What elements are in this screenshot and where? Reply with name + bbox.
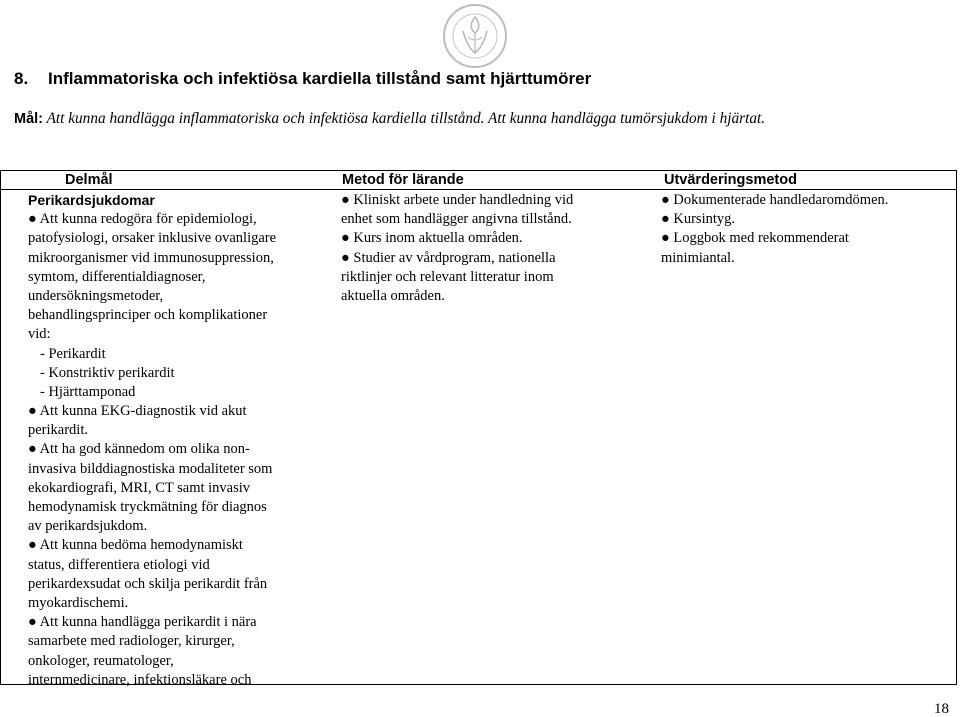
delmal-line: av perikardsjukdom.: [28, 518, 148, 535]
header-utvardering: Utvärderingsmetod: [664, 172, 797, 188]
section-number: 8.: [14, 69, 29, 88]
delmal-line: ekokardiografi, MRI, CT samt invasiv: [28, 479, 251, 496]
delmal-line: samarbete med radiologer, kirurger,: [28, 633, 235, 650]
utvardering-column: [661, 191, 888, 268]
utvardering-line: ● Dokumenterade handledaromdömen.: [661, 192, 889, 208]
delmal-line: undersökningsmetoder,: [28, 287, 164, 304]
utvardering-line: ● Loggbok med rekommenderat: [661, 230, 849, 247]
goal-statement: [14, 110, 765, 128]
delmal-line: status, differentiera etiologi vid: [28, 556, 210, 573]
learning-plan-table: [0, 170, 957, 688]
delmal-line: onkologer, reumatologer,: [28, 652, 174, 669]
delmal-line: hemodynamisk tryckmätning för diagnos: [28, 499, 267, 515]
delmal-line: perikardit.: [28, 422, 88, 439]
metod-line: ● Kliniskt arbete under handledning vid: [341, 192, 574, 208]
delmal-line: ● Att kunna handlägga perikardit i nära: [28, 614, 257, 631]
header-metod: Metod för lärande: [342, 172, 464, 188]
metod-line: ● Kurs inom aktuella områden.: [341, 230, 523, 247]
metod-line: aktuella områden.: [341, 287, 445, 304]
goal-label: Mål:: [14, 111, 43, 127]
delmal-line: myokardischemi.: [28, 594, 129, 611]
delmal-line: internmedicinare, infektionsläkare och: [28, 671, 252, 688]
delmal-line: ● Att kunna bedöma hemodynamiskt: [28, 537, 243, 554]
delmal-line: ● Att ha god kännedom om olika non-: [28, 441, 250, 458]
section-heading: [14, 69, 591, 89]
delmal-subitem: - Perikardit: [40, 345, 106, 362]
goal-text: Att kunna handlägga inflammatoriska och infektiösa kardiella tillstånd. Att kunna handlägga tumörsjukdom i hjärtat.: [46, 110, 766, 127]
metod-line: riktlinjer och relevant litteratur inom: [341, 268, 554, 285]
metod-line: ● Studier av vårdprogram, nationella: [341, 249, 556, 266]
delmal-line: mikroorganismer vid immunosuppression,: [28, 249, 274, 266]
utvardering-line: minimiantal.: [661, 249, 735, 266]
section-title: Inflammatoriska och infektiösa kardiella tillstånd samt hjärttumörer: [48, 69, 592, 88]
page-number: 18: [934, 701, 949, 717]
delmal-line: ● Att kunna EKG-diagnostik vid akut: [28, 403, 247, 420]
delmal-line: behandlingsprinciper och komplikationer: [28, 307, 268, 324]
delmal-line: invasiva bilddiagnostiska modaliteter som: [28, 460, 273, 477]
header-delmal: Delmål: [65, 172, 113, 188]
metod-column: [341, 191, 573, 306]
delmal-line: ● Att kunna redogöra för epidemiologi,: [28, 211, 257, 228]
society-seal-logo: [440, 3, 510, 69]
delmal-section-title: Perikardsjukdomar: [28, 192, 155, 208]
delmal-line: patofysiologi, orsaker inklusive ovanligare: [28, 230, 277, 247]
delmal-column: [28, 191, 276, 690]
header-divider: [1, 189, 956, 190]
delmal-line: vid:: [28, 326, 51, 343]
metod-line: enhet som handlägger angivna tillstånd.: [341, 211, 572, 228]
delmal-line: perikardexsudat och skilja perikardit från: [28, 575, 268, 592]
utvardering-line: ● Kursintyg.: [661, 211, 736, 228]
delmal-subitem: - Konstriktiv perikardit: [40, 364, 175, 381]
delmal-subitem: - Hjärttamponad: [40, 383, 136, 400]
delmal-line: symtom, differentialdiagnoser,: [28, 268, 206, 285]
